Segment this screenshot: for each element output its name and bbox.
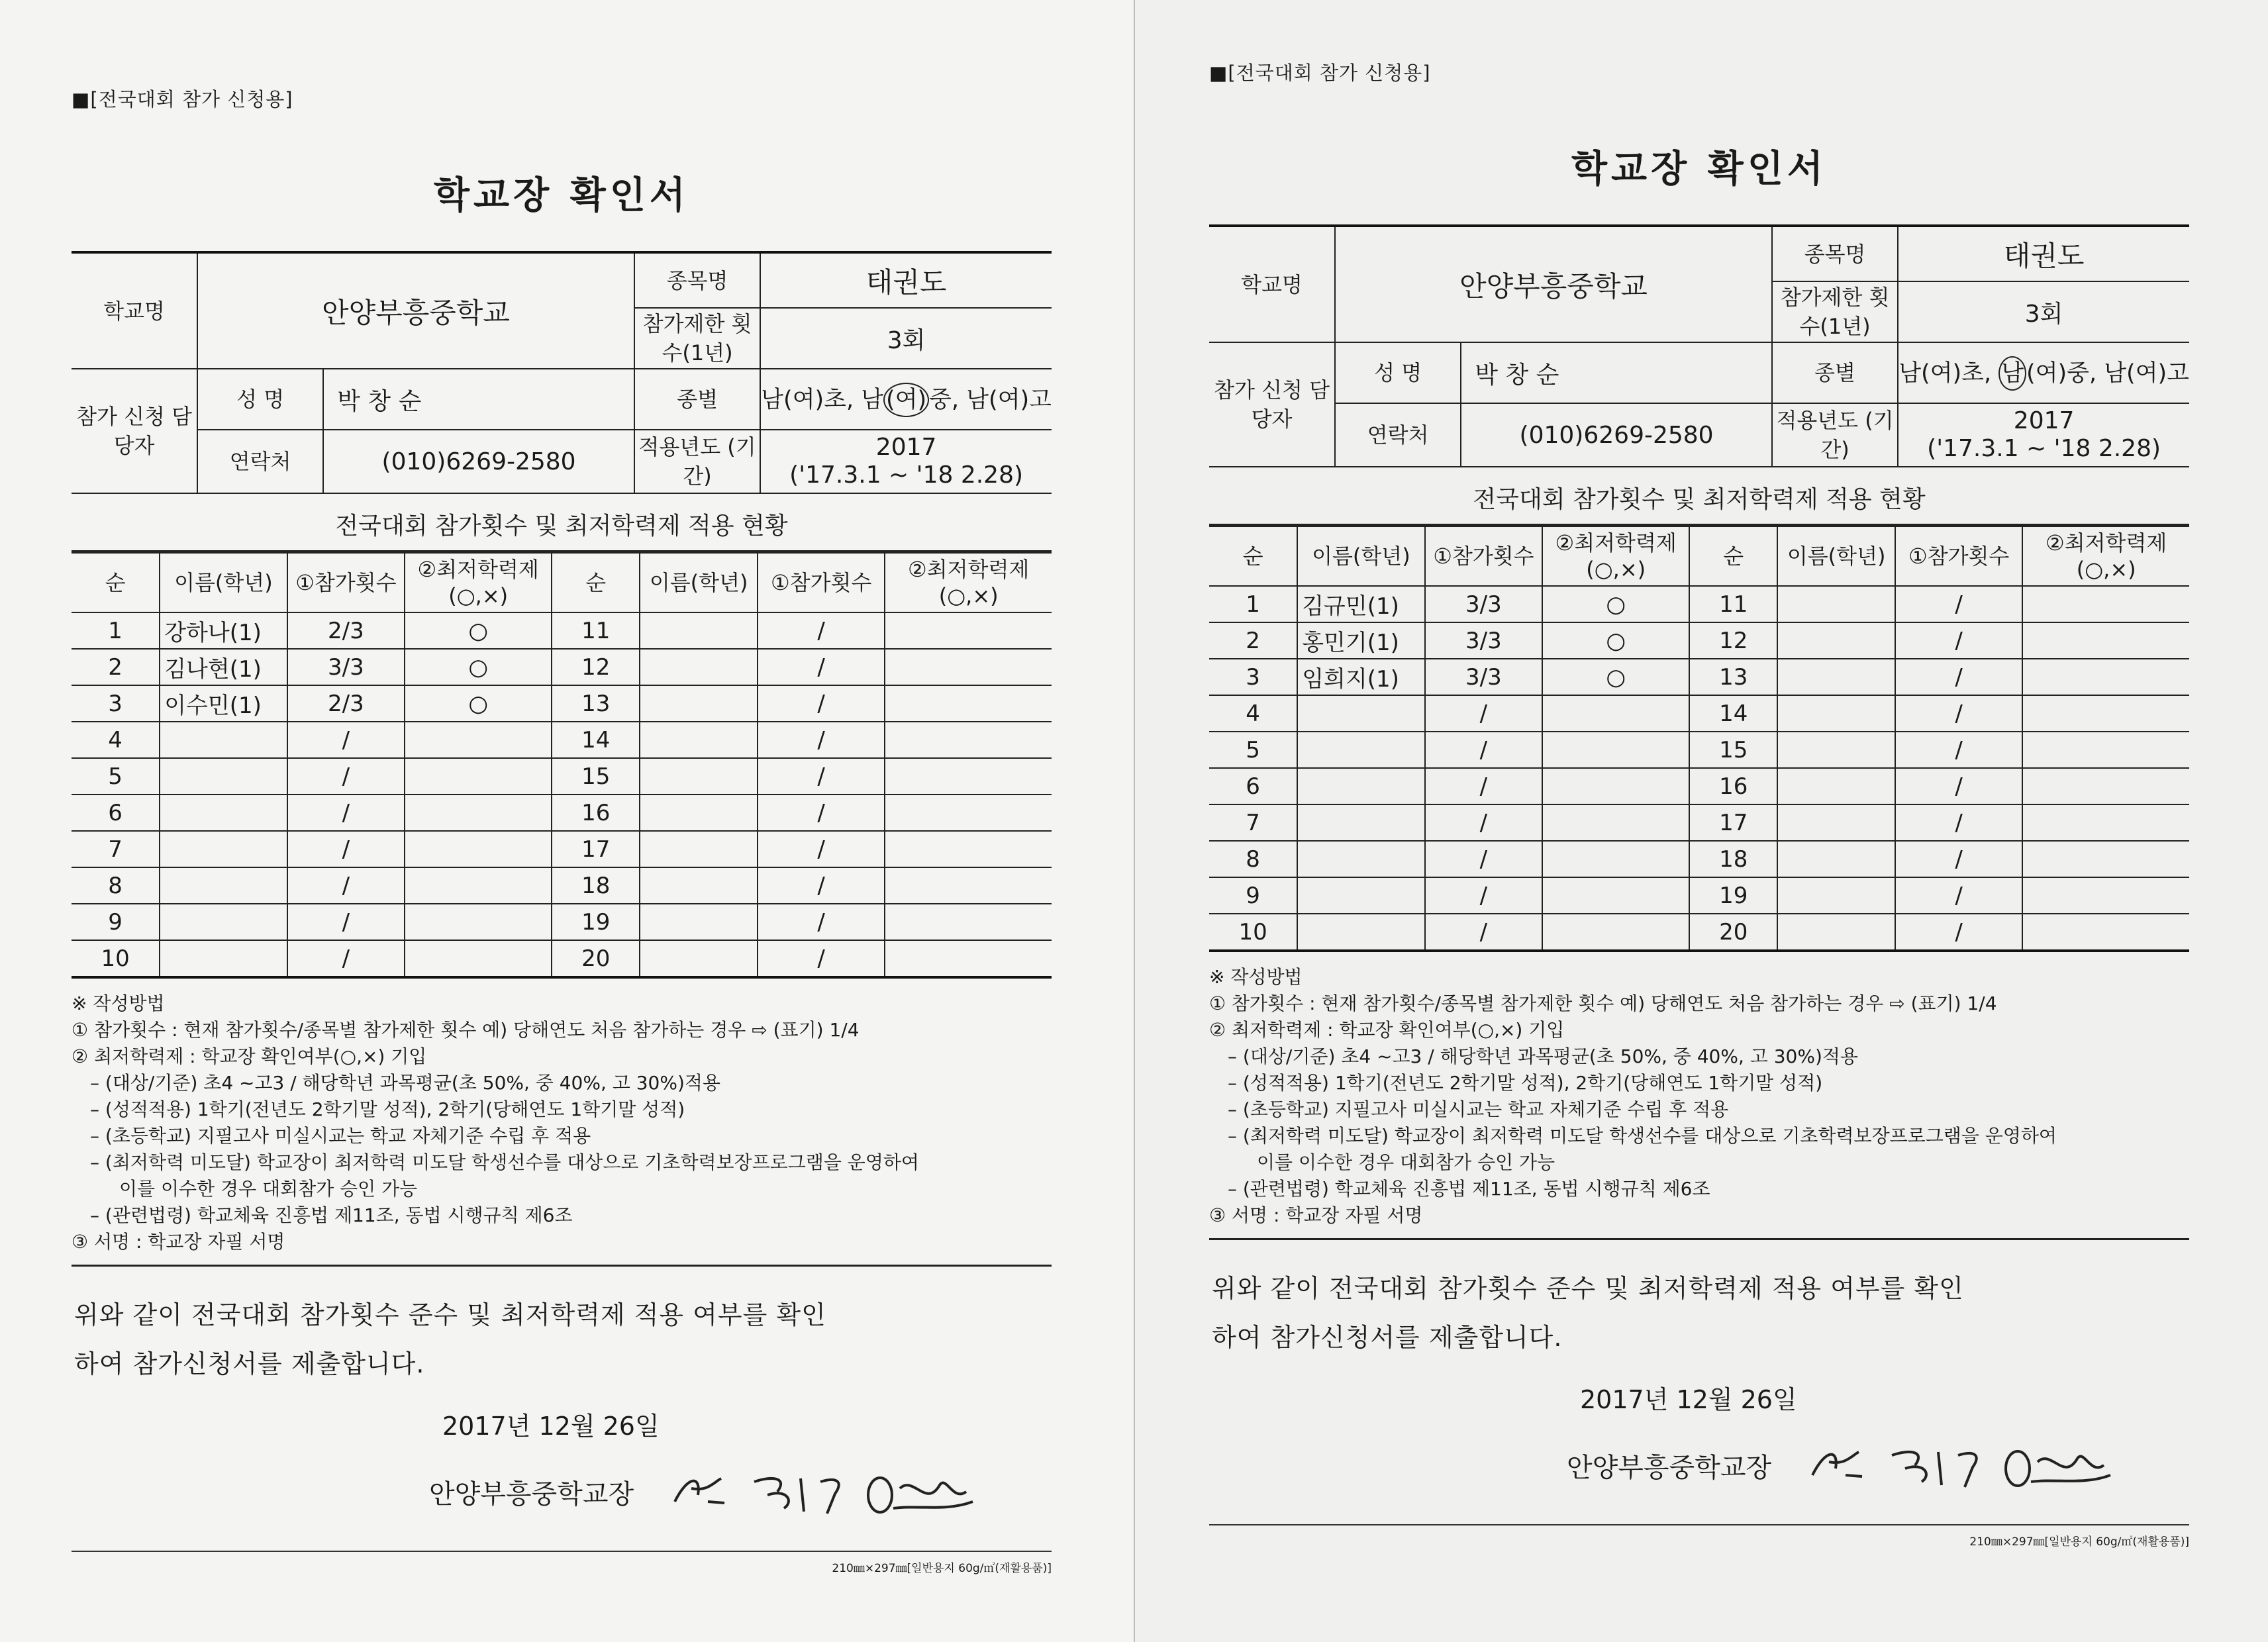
form-tag: ■[전국대회 참가 신청용] xyxy=(72,88,293,111)
row-min xyxy=(1542,804,1689,841)
row-count: 3/3 xyxy=(287,649,405,685)
row-name-2 xyxy=(640,758,758,795)
row-count: / xyxy=(287,940,405,977)
declaration xyxy=(1209,1264,2189,1362)
row-count-2: / xyxy=(758,722,885,758)
school-name: 안양부흥중학교 xyxy=(197,252,634,369)
row-name-2 xyxy=(640,867,758,904)
row-min: ○ xyxy=(1542,586,1689,622)
gender-part: 남(여)초, 남 xyxy=(761,387,884,413)
row-no-2: 17 xyxy=(1689,804,1777,841)
note-line: – (초등학교) 지필고사 미실시교는 학교 자체기준 수립 후 적용 xyxy=(1228,1098,1729,1120)
row-count: / xyxy=(1425,695,1543,732)
row-count: / xyxy=(1425,877,1543,914)
row-min-2 xyxy=(2022,659,2189,695)
row-no: 4 xyxy=(72,722,160,758)
table-row xyxy=(72,685,1052,722)
row-min: ○ xyxy=(405,685,552,722)
note-line: – (성적적용) 1학기(전년도 2학기말 성적), 2학기(당해연도 1학기말 성적) xyxy=(1228,1072,1823,1094)
column-header: 이름(학년) xyxy=(1297,526,1424,586)
note-line: ① 참가횟수 : 현재 참가횟수/종목별 참가제한 횟수 예) 당해연도 처음 참가하는 경우 ⇨ (표기) 1/4 xyxy=(1209,992,1997,1014)
row-min-2 xyxy=(885,904,1052,940)
row-no: 6 xyxy=(72,795,160,831)
row-name xyxy=(1297,877,1424,914)
issue-date: 2017년 12월 26일 xyxy=(1580,1385,1797,1414)
period: ('17.3.1 ~ '18 2.28) xyxy=(1927,435,2161,462)
row-count: / xyxy=(1425,768,1543,804)
row-no-2: 11 xyxy=(1689,586,1777,622)
row-name-2 xyxy=(1777,804,1895,841)
declaration-line: 위와 같이 전국대회 참가횟수 준수 및 최저학력제 적용 여부를 확인 xyxy=(74,1300,826,1329)
note-line: ② 최저학력제 : 학교장 확인여부(○,×) 기입 xyxy=(72,1045,427,1067)
contact-value: (010)6269-2580 xyxy=(323,430,634,493)
note-line: – (관련법령) 학교체육 진흥법 제11조, 동법 시행규칙 제6조 xyxy=(90,1204,573,1226)
row-name xyxy=(160,867,287,904)
row-min-2 xyxy=(2022,768,2189,804)
row-count: / xyxy=(1425,804,1543,841)
row-count-2: / xyxy=(758,685,885,722)
info-table xyxy=(72,251,1052,494)
limit-value: 3회 xyxy=(760,308,1052,369)
row-count-2: / xyxy=(1895,622,2022,659)
row-no: 7 xyxy=(1209,804,1297,841)
signature-icon xyxy=(1799,1435,2117,1495)
row-min xyxy=(405,722,552,758)
row-min-2 xyxy=(2022,695,2189,732)
row-count-2: / xyxy=(1895,841,2022,877)
row-min-2 xyxy=(2022,877,2189,914)
table-row xyxy=(1209,914,2189,951)
page-content xyxy=(72,85,1052,1575)
row-name: 이수민(1) xyxy=(160,685,287,722)
row-no: 9 xyxy=(1209,877,1297,914)
row-count: 3/3 xyxy=(1425,622,1543,659)
note-line: – (관련법령) 학교체육 진흥법 제11조, 동법 시행규칙 제6조 xyxy=(1228,1178,1710,1200)
note-line: – (대상/기준) 초4 ~고3 / 해당학년 과목평균(초 50%, 중 40%, 고 30%)적용 xyxy=(90,1072,720,1094)
row-no-2: 15 xyxy=(1689,732,1777,768)
column-header: ②최저학력제 (○,×) xyxy=(1542,526,1689,586)
declaration xyxy=(72,1290,1052,1388)
row-min xyxy=(405,904,552,940)
contact-label: 연락처 xyxy=(197,430,323,493)
row-min xyxy=(405,867,552,904)
principal-title: 안양부흥중학교장 xyxy=(1567,1452,1772,1483)
column-header: 이름(학년) xyxy=(640,553,758,612)
row-name-2 xyxy=(640,904,758,940)
row-min xyxy=(1542,768,1689,804)
section-title: 전국대회 참가횟수 및 최저학력제 적용 현황 xyxy=(1209,467,2189,526)
sport-value: 태권도 xyxy=(760,252,1052,308)
row-no: 8 xyxy=(72,867,160,904)
row-name: 김나현(1) xyxy=(160,649,287,685)
row-name xyxy=(1297,732,1424,768)
column-header: 이름(학년) xyxy=(160,553,287,612)
row-name-2 xyxy=(1777,841,1895,877)
issue-date: 2017년 12월 26일 xyxy=(442,1412,660,1441)
row-no-2: 12 xyxy=(552,649,640,685)
row-name-2 xyxy=(640,685,758,722)
row-count: / xyxy=(287,722,405,758)
row-name: 김규민(1) xyxy=(1297,586,1424,622)
row-count: / xyxy=(287,904,405,940)
limit-label: 참가제한 횟수(1년) xyxy=(1772,281,1898,342)
note-line: 이를 이수한 경우 대회참가 승인 가능 xyxy=(1257,1151,1555,1173)
row-name-2 xyxy=(1777,768,1895,804)
row-name-2 xyxy=(1777,586,1895,622)
name-label: 성 명 xyxy=(197,369,323,430)
note-line: – (최저학력 미도달) 학교장이 최저학력 미도달 학생선수를 대상으로 기초학력보장프로그램을 운영하여 xyxy=(1228,1125,2057,1147)
sport-label: 종목명 xyxy=(634,252,760,308)
school-label: 학교명 xyxy=(72,252,197,369)
table-row xyxy=(1209,732,2189,768)
gender-part: 중, 남(여)고 xyxy=(929,387,1052,413)
year: 2017 xyxy=(875,434,937,461)
row-count: / xyxy=(1425,914,1543,951)
row-min: ○ xyxy=(405,612,552,649)
row-no-2: 13 xyxy=(552,685,640,722)
table-row xyxy=(1209,659,2189,695)
row-count: / xyxy=(1425,732,1543,768)
row-no-2: 11 xyxy=(552,612,640,649)
note-line: 이를 이수한 경우 대회참가 승인 가능 xyxy=(119,1178,418,1200)
row-min: ○ xyxy=(1542,659,1689,695)
row-no-2: 12 xyxy=(1689,622,1777,659)
row-count-2: / xyxy=(1895,695,2022,732)
row-name xyxy=(160,940,287,977)
row-name xyxy=(160,722,287,758)
table-row xyxy=(1209,877,2189,914)
row-no: 5 xyxy=(1209,732,1297,768)
instructions xyxy=(72,990,1052,1267)
row-min: ○ xyxy=(405,649,552,685)
row-count-2: / xyxy=(758,758,885,795)
table-row xyxy=(72,649,1052,685)
row-min xyxy=(1542,914,1689,951)
table-row xyxy=(72,940,1052,977)
row-no: 8 xyxy=(1209,841,1297,877)
row-no-2: 15 xyxy=(552,758,640,795)
row-min-2 xyxy=(2022,804,2189,841)
row-min xyxy=(405,940,552,977)
row-no-2: 20 xyxy=(552,940,640,977)
row-name-2 xyxy=(640,649,758,685)
note-line: ① 참가횟수 : 현재 참가횟수/종목별 참가제한 횟수 예) 당해연도 처음 참가하는 경우 ⇨ (표기) 1/4 xyxy=(72,1019,860,1041)
principal-title: 안양부흥중학교장 xyxy=(429,1478,634,1510)
note-line: ③ 서명 : 학교장 자필 서명 xyxy=(72,1231,285,1253)
table-row xyxy=(72,722,1052,758)
note-line: – (최저학력 미도달) 학교장이 최저학력 미도달 학생선수를 대상으로 기초학력보장프로그램을 운영하여 xyxy=(90,1151,919,1173)
table-row xyxy=(1209,768,2189,804)
table-row xyxy=(1209,586,2189,622)
column-header: 순 xyxy=(1209,526,1297,586)
row-min-2 xyxy=(2022,622,2189,659)
school-label: 학교명 xyxy=(1209,226,1335,342)
row-no: 2 xyxy=(1209,622,1297,659)
row-name-2 xyxy=(1777,659,1895,695)
row-min xyxy=(1542,877,1689,914)
gender-circled: 남 xyxy=(1998,356,2026,391)
document-title: 학교장 확인서 xyxy=(433,174,690,217)
section-title: 전국대회 참가횟수 및 최저학력제 적용 현황 xyxy=(72,494,1052,552)
instructions xyxy=(1209,964,2189,1240)
row-min xyxy=(1542,841,1689,877)
applicant-label: 참가 신청 담당자 xyxy=(72,369,197,493)
row-no: 2 xyxy=(72,649,160,685)
year: 2017 xyxy=(2013,407,2075,434)
row-min-2 xyxy=(885,867,1052,904)
period: ('17.3.1 ~ '18 2.28) xyxy=(789,461,1024,489)
row-count-2: / xyxy=(1895,877,2022,914)
gender-label: 종별 xyxy=(634,369,760,430)
gender-part: (여)중, 남(여)고 xyxy=(2026,360,2189,387)
column-header: ①참가횟수 xyxy=(1425,526,1543,586)
row-count-2: / xyxy=(758,831,885,867)
row-no-2: 16 xyxy=(552,795,640,831)
row-no-2: 13 xyxy=(1689,659,1777,695)
row-no-2: 18 xyxy=(1689,841,1777,877)
row-name xyxy=(1297,804,1424,841)
gender-label: 종별 xyxy=(1772,342,1898,403)
column-header: 순 xyxy=(552,553,640,612)
row-count: / xyxy=(287,795,405,831)
row-name: 강하나(1) xyxy=(160,612,287,649)
row-name xyxy=(160,904,287,940)
gender-circled: (여) xyxy=(883,383,929,417)
row-min-2 xyxy=(2022,841,2189,877)
row-count: / xyxy=(287,867,405,904)
row-min-2 xyxy=(885,722,1052,758)
table-row xyxy=(1209,804,2189,841)
person-name: 박 창 순 xyxy=(1461,342,1772,403)
row-min: ○ xyxy=(1542,622,1689,659)
document-title: 학교장 확인서 xyxy=(1571,148,1828,191)
contact-label: 연락처 xyxy=(1335,403,1461,467)
table-row xyxy=(72,831,1052,867)
row-name-2 xyxy=(1777,695,1895,732)
row-min-2 xyxy=(2022,914,2189,951)
declaration-line: 하여 참가신청서를 제출합니다. xyxy=(1212,1323,1563,1352)
row-name xyxy=(160,758,287,795)
status-table xyxy=(72,552,1052,979)
row-count: 2/3 xyxy=(287,685,405,722)
row-count: / xyxy=(1425,841,1543,877)
sport-value: 태권도 xyxy=(1898,226,2189,281)
row-count-2: / xyxy=(758,612,885,649)
row-min xyxy=(405,758,552,795)
row-count-2: / xyxy=(758,649,885,685)
note-line: – (대상/기준) 초4 ~고3 / 해당학년 과목평균(초 50%, 중 40%, 고 30%)적용 xyxy=(1228,1045,1858,1067)
paper-spec: 210㎜×297㎜[일반용지 60g/㎡(재활용품)] xyxy=(1209,1524,2189,1549)
row-count-2: / xyxy=(1895,768,2022,804)
row-no: 6 xyxy=(1209,768,1297,804)
row-min-2 xyxy=(885,831,1052,867)
signature-row xyxy=(1209,1435,2189,1495)
row-name-2 xyxy=(1777,877,1895,914)
school-name: 안양부흥중학교 xyxy=(1335,226,1772,342)
row-no-2: 18 xyxy=(552,867,640,904)
row-count-2: / xyxy=(1895,586,2022,622)
row-count-2: / xyxy=(758,795,885,831)
sport-label: 종목명 xyxy=(1772,226,1898,281)
row-name xyxy=(1297,841,1424,877)
column-header: ①참가횟수 xyxy=(287,553,405,612)
gender-part: 남(여)초, xyxy=(1898,360,1999,387)
row-no: 3 xyxy=(1209,659,1297,695)
row-name-2 xyxy=(640,722,758,758)
row-name-2 xyxy=(640,940,758,977)
row-count-2: / xyxy=(758,940,885,977)
row-name-2 xyxy=(1777,732,1895,768)
row-name-2 xyxy=(640,612,758,649)
year-label: 적용년도 (기간) xyxy=(634,430,760,493)
column-header: ①참가횟수 xyxy=(1895,526,2022,586)
table-row xyxy=(1209,695,2189,732)
note-line: – (초등학교) 지필고사 미실시교는 학교 자체기준 수립 후 적용 xyxy=(90,1125,591,1147)
year-value xyxy=(1898,403,2189,467)
row-count: 2/3 xyxy=(287,612,405,649)
row-min-2 xyxy=(885,612,1052,649)
row-no-2: 20 xyxy=(1689,914,1777,951)
gender-value xyxy=(1898,342,2189,403)
row-min xyxy=(1542,732,1689,768)
row-min xyxy=(1542,695,1689,732)
row-count: / xyxy=(287,758,405,795)
column-header: ②최저학력제 (○,×) xyxy=(2022,526,2189,586)
row-no: 10 xyxy=(72,940,160,977)
applicant-label: 참가 신청 담당자 xyxy=(1209,342,1335,467)
table-row xyxy=(72,758,1052,795)
row-name-2 xyxy=(640,831,758,867)
row-no: 4 xyxy=(1209,695,1297,732)
table-row xyxy=(1209,622,2189,659)
row-min-2 xyxy=(885,758,1052,795)
gender-value xyxy=(760,369,1052,430)
declaration-line: 위와 같이 전국대회 참가횟수 준수 및 최저학력제 적용 여부를 확인 xyxy=(1212,1274,1964,1303)
row-no: 5 xyxy=(72,758,160,795)
row-count-2: / xyxy=(1895,914,2022,951)
name-label: 성 명 xyxy=(1335,342,1461,403)
row-name xyxy=(1297,768,1424,804)
signature-icon xyxy=(662,1462,979,1521)
row-count-2: / xyxy=(758,867,885,904)
column-header: 이름(학년) xyxy=(1777,526,1895,586)
column-header: ②최저학력제 (○,×) xyxy=(405,553,552,612)
table-row xyxy=(72,867,1052,904)
row-no: 1 xyxy=(72,612,160,649)
row-min-2 xyxy=(885,649,1052,685)
row-no: 7 xyxy=(72,831,160,867)
row-no-2: 14 xyxy=(552,722,640,758)
row-name-2 xyxy=(1777,622,1895,659)
contact-value: (010)6269-2580 xyxy=(1461,403,1772,467)
row-name-2 xyxy=(640,795,758,831)
row-min xyxy=(405,831,552,867)
row-no: 3 xyxy=(72,685,160,722)
row-no: 9 xyxy=(72,904,160,940)
row-min-2 xyxy=(885,940,1052,977)
person-name: 박 창 순 xyxy=(323,369,634,430)
form-tag: ■[전국대회 참가 신청용] xyxy=(1209,62,1431,84)
column-header: ①참가횟수 xyxy=(758,553,885,612)
row-name xyxy=(1297,695,1424,732)
row-count: 3/3 xyxy=(1425,586,1543,622)
row-no: 1 xyxy=(1209,586,1297,622)
row-name: 홍민기(1) xyxy=(1297,622,1424,659)
row-name xyxy=(160,795,287,831)
row-count-2: / xyxy=(1895,804,2022,841)
note-line: ③ 서명 : 학교장 자필 서명 xyxy=(1209,1204,1423,1226)
row-min-2 xyxy=(885,795,1052,831)
row-name: 임희지(1) xyxy=(1297,659,1424,695)
row-min-2 xyxy=(2022,732,2189,768)
row-no-2: 16 xyxy=(1689,768,1777,804)
row-count-2: / xyxy=(1895,732,2022,768)
info-table xyxy=(1209,224,2189,467)
column-header: 순 xyxy=(72,553,160,612)
table-row xyxy=(72,904,1052,940)
table-row xyxy=(72,795,1052,831)
note-line: ② 최저학력제 : 학교장 확인여부(○,×) 기입 xyxy=(1209,1019,1565,1041)
row-no: 10 xyxy=(1209,914,1297,951)
limit-label: 참가제한 횟수(1년) xyxy=(634,308,760,369)
row-count: / xyxy=(287,831,405,867)
column-header: 순 xyxy=(1689,526,1777,586)
column-header: ②최저학력제 (○,×) xyxy=(885,553,1052,612)
note-line: – (성적적용) 1학기(전년도 2학기말 성적), 2학기(당해연도 1학기말 성적) xyxy=(90,1098,685,1120)
row-name xyxy=(160,831,287,867)
table-row xyxy=(72,612,1052,649)
declaration-line: 하여 참가신청서를 제출합니다. xyxy=(74,1349,425,1378)
row-count-2: / xyxy=(758,904,885,940)
paper-spec: 210㎜×297㎜[일반용지 60g/㎡(재활용품)] xyxy=(72,1551,1052,1575)
row-no-2: 14 xyxy=(1689,695,1777,732)
row-min xyxy=(405,795,552,831)
document-page-right xyxy=(1134,0,2268,1642)
note-line: ※ 작성방법 xyxy=(1209,966,1303,988)
signature-row xyxy=(72,1462,1052,1521)
row-no-2: 17 xyxy=(552,831,640,867)
year-label: 적용년도 (기간) xyxy=(1772,403,1898,467)
row-count: 3/3 xyxy=(1425,659,1543,695)
row-min-2 xyxy=(2022,586,2189,622)
row-name-2 xyxy=(1777,914,1895,951)
row-no-2: 19 xyxy=(1689,877,1777,914)
limit-value: 3회 xyxy=(1898,281,2189,342)
row-min-2 xyxy=(885,685,1052,722)
table-row xyxy=(1209,841,2189,877)
year-value xyxy=(760,430,1052,493)
note-line: ※ 작성방법 xyxy=(72,992,165,1014)
page-content xyxy=(1209,58,2189,1549)
row-no-2: 19 xyxy=(552,904,640,940)
row-name xyxy=(1297,914,1424,951)
status-table xyxy=(1209,526,2189,952)
row-count-2: / xyxy=(1895,659,2022,695)
